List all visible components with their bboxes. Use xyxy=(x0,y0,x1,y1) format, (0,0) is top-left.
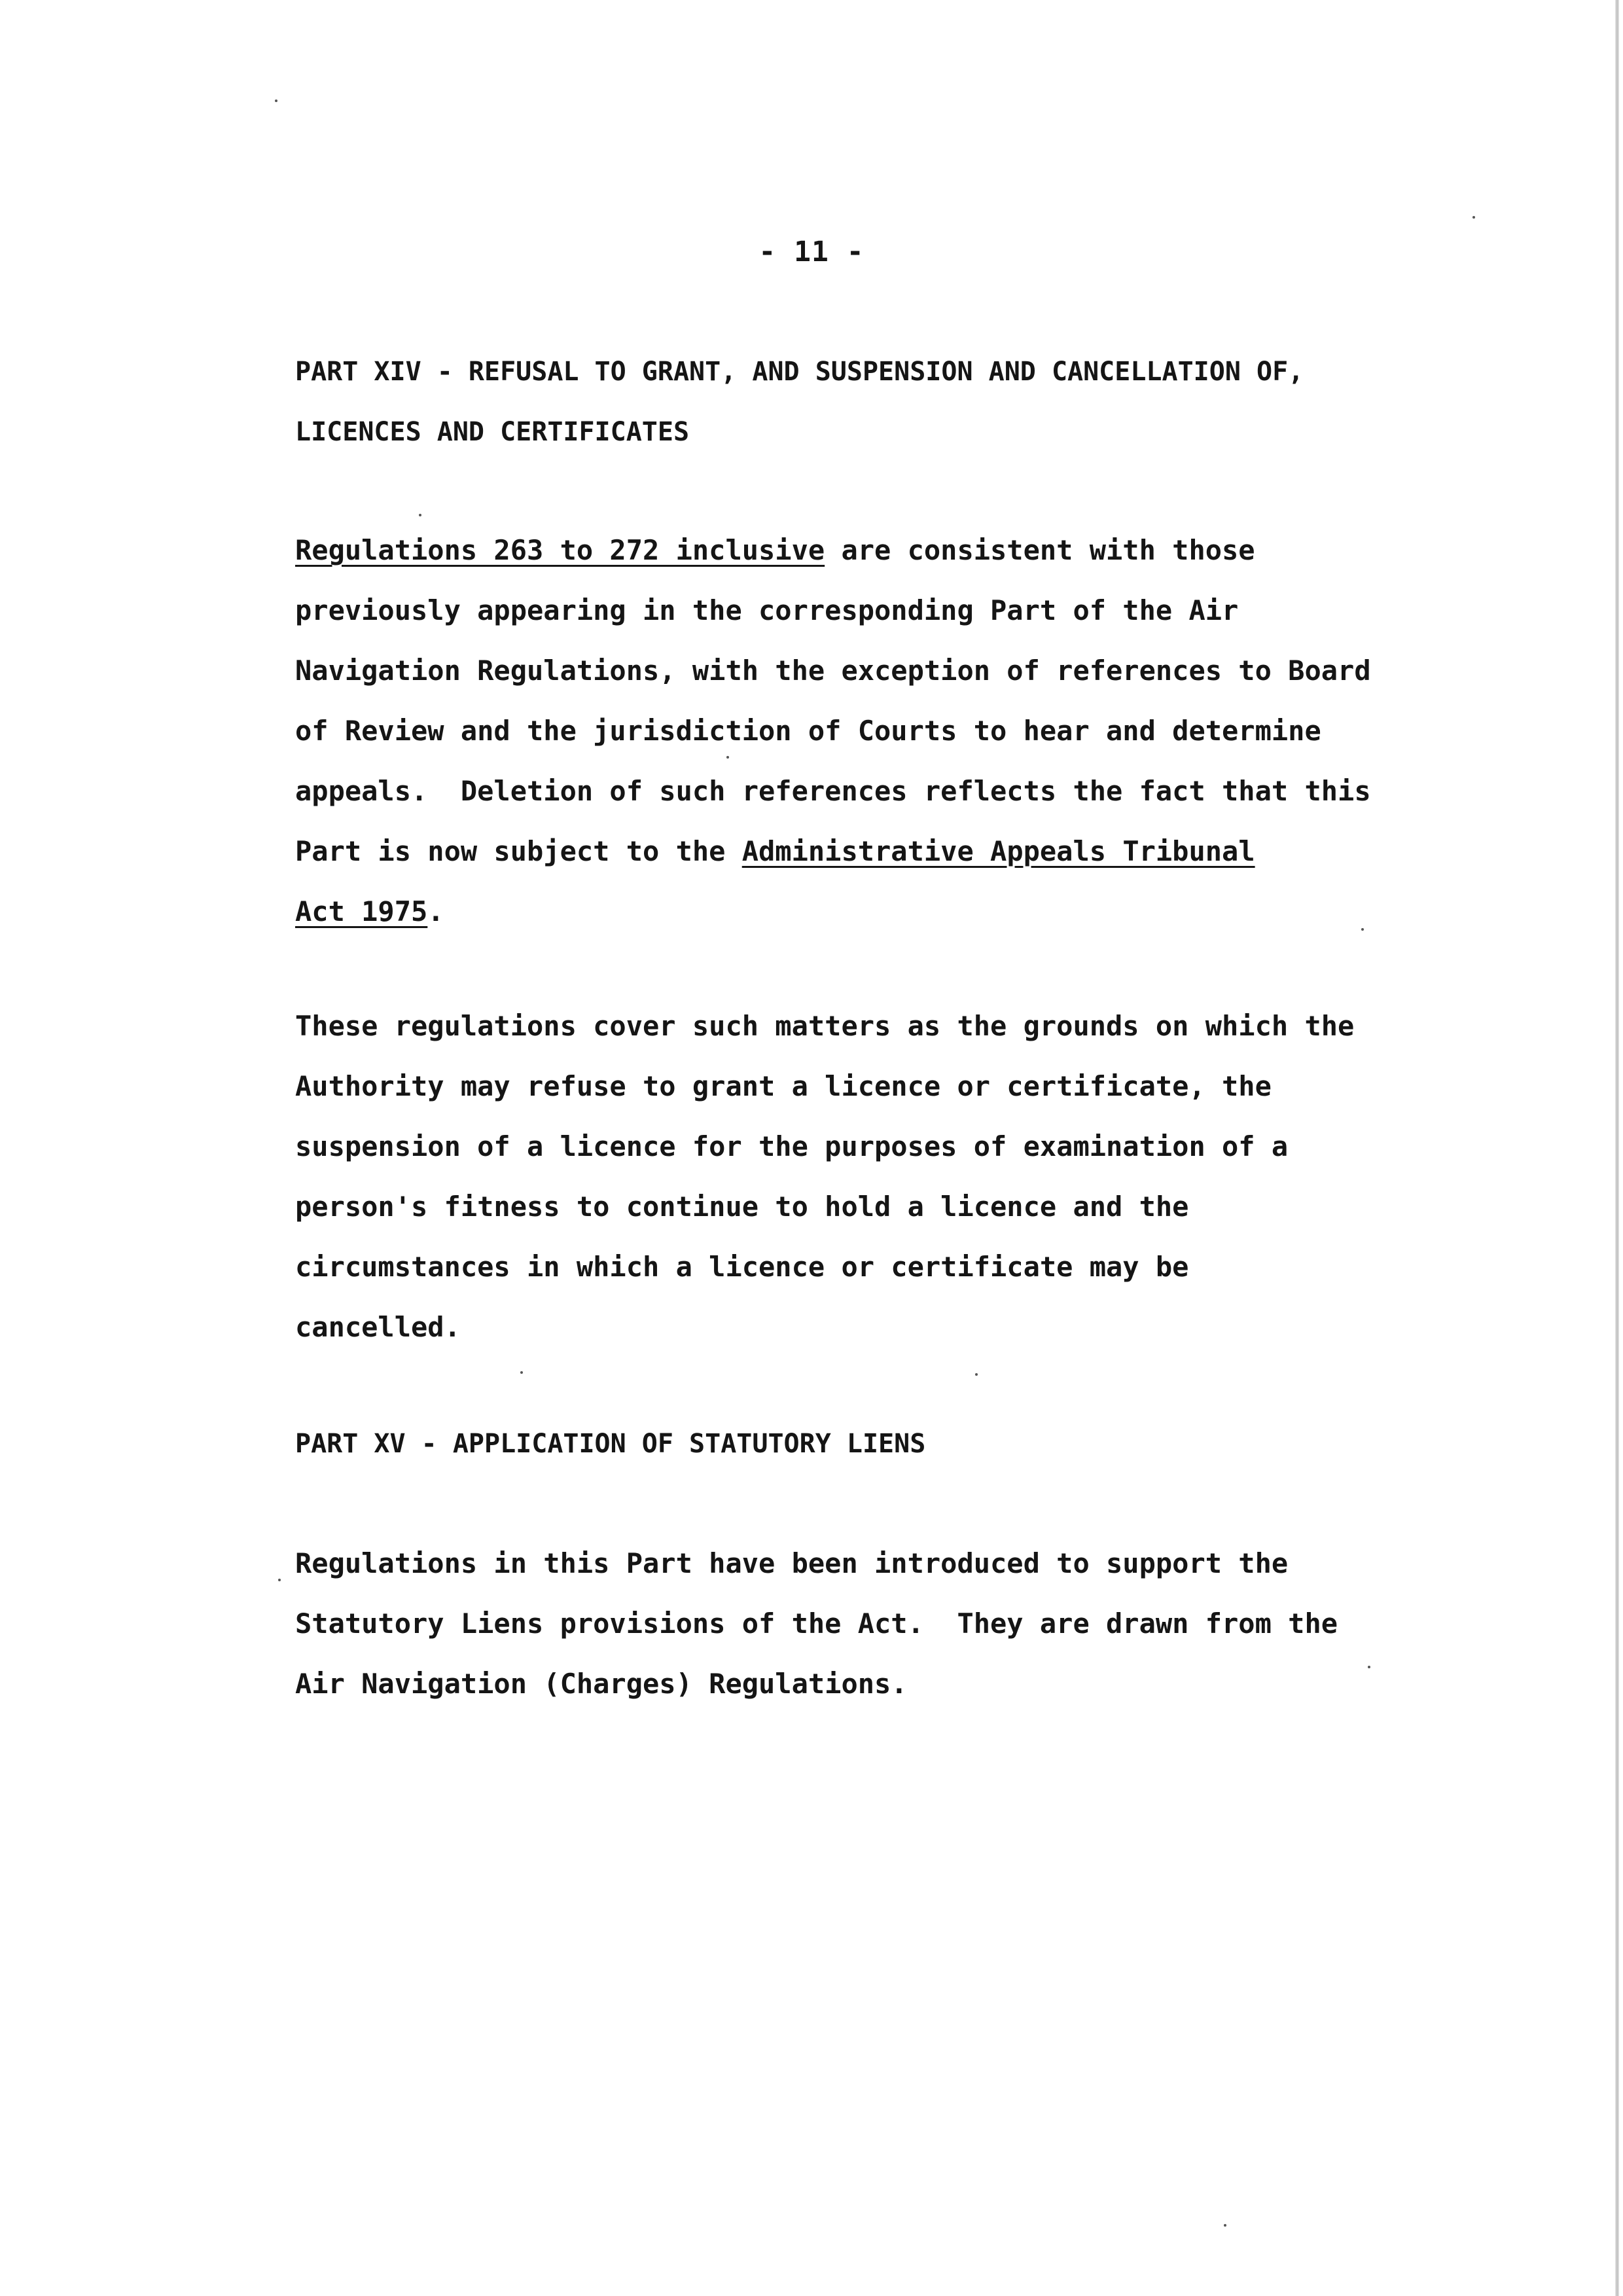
paragraph-line: Navigation Regulations, with the exception of references to Board xyxy=(295,655,1371,687)
scan-speck xyxy=(520,1371,523,1374)
paragraph-line: suspension of a licence for the purposes of examination of a xyxy=(295,1130,1289,1162)
paragraph-line: person's fitness to continue to hold a licence and the xyxy=(295,1191,1189,1223)
part-xiv-heading-line-2: LICENCES AND CERTIFICATES xyxy=(295,417,690,447)
paragraph-line: circumstances in which a licence or certificate may be xyxy=(295,1251,1189,1283)
scan-speck xyxy=(1472,216,1475,219)
part-xiv-heading xyxy=(295,342,1539,462)
page-number: - 11 - xyxy=(758,236,865,268)
scan-speck xyxy=(1361,928,1364,931)
paragraph-text: . xyxy=(427,895,444,927)
act-year-reference: Act 1975 xyxy=(295,895,428,927)
part-xiv-heading-line-1: PART XIV - REFUSAL TO GRANT, AND SUSPENSION AND CANCELLATION OF, xyxy=(295,357,1304,387)
paragraph-line: appeals. Deletion of such references reflects the fact that this xyxy=(295,775,1371,807)
part-xv-heading xyxy=(295,1414,1539,1474)
act-reference: Administrative Appeals Tribunal xyxy=(741,835,1255,867)
scan-speck xyxy=(1224,2224,1226,2227)
paragraph-line: Air Navigation (Charges) Regulations. xyxy=(295,1668,908,1700)
part-xv-paragraph xyxy=(295,1534,1539,1714)
part-xiv-paragraph-1 xyxy=(295,520,1539,942)
paragraph-line xyxy=(295,520,1539,581)
scan-speck xyxy=(278,1579,281,1581)
paragraph-line: previously appearing in the corresponding Part of the Air xyxy=(295,594,1239,626)
paragraph-line: Regulations in this Part have been introduced to support the xyxy=(295,1547,1289,1579)
paragraph-line: cancelled. xyxy=(295,1311,461,1343)
paragraph-line xyxy=(295,821,1539,882)
scan-edge-shadow xyxy=(1615,0,1619,2296)
paragraph-line: Statutory Liens provisions of the Act. They are drawn from the xyxy=(295,1607,1338,1640)
scan-speck xyxy=(419,514,421,516)
paragraph-text: are consistent with those xyxy=(825,534,1255,566)
paragraph-line xyxy=(295,882,1539,942)
regulations-reference: Regulations 263 to 272 inclusive xyxy=(295,534,825,566)
scan-speck xyxy=(975,1373,978,1376)
part-xiv-paragraph-2 xyxy=(295,996,1539,1357)
paragraph-line: These regulations cover such matters as the grounds on which the xyxy=(295,1010,1355,1042)
paragraph-line: Authority may refuse to grant a licence or certificate, the xyxy=(295,1070,1272,1102)
scan-speck xyxy=(275,99,277,102)
scan-speck xyxy=(1368,1666,1370,1668)
paragraph-line: of Review and the jurisdiction of Courts to hear and determine xyxy=(295,715,1321,747)
paragraph-text: Part is now subject to the xyxy=(295,835,742,867)
scan-speck xyxy=(726,756,729,759)
part-xv-heading-line: PART XV - APPLICATION OF STATUTORY LIENS xyxy=(295,1429,926,1459)
